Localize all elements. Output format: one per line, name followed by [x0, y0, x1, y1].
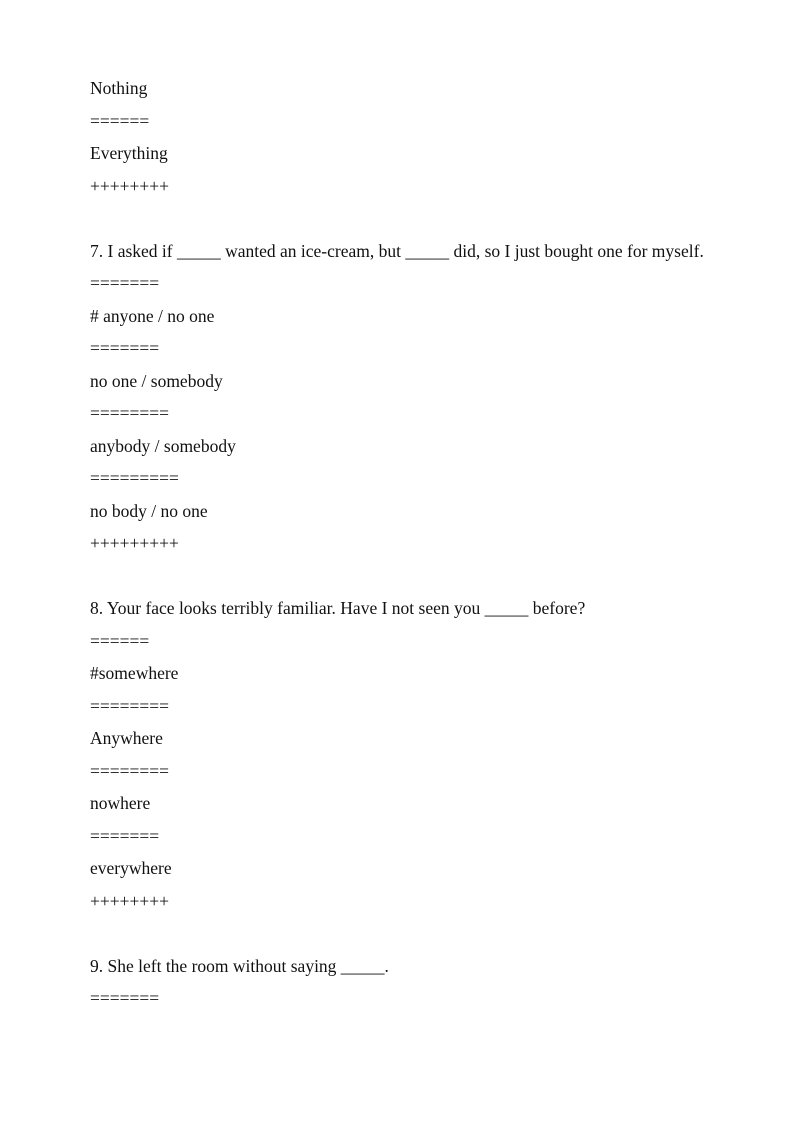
question-end-marker: ++++++++: [90, 890, 169, 911]
spacer: [90, 202, 710, 235]
separator: =======: [90, 988, 160, 1008]
answer-option: Nothing: [90, 78, 148, 98]
document-page: [90, 72, 710, 1015]
question-end-marker: ++++++++: [90, 175, 169, 196]
separator: ======: [90, 110, 150, 131]
separator: ========: [90, 695, 169, 716]
separator: ======: [90, 630, 150, 651]
answer-option: Anywhere: [90, 728, 163, 748]
answer-option: nowhere: [90, 793, 151, 813]
separator: ========: [90, 403, 169, 423]
question-9-text: 9. She left the room without saying _____.: [90, 955, 389, 976]
question-7-text: 7. I asked if _____ wanted an ice-cream, but _____ did, so I just bought one for myself.: [90, 240, 704, 261]
separator: =======: [90, 825, 160, 846]
separator: ========: [90, 760, 169, 781]
answer-option: no body / no one: [90, 500, 208, 521]
separator: =========: [90, 468, 179, 488]
question-8-text: 8. Your face looks terribly familiar. Have I not seen you _____ before?: [90, 598, 586, 618]
answer-option-correct: #somewhere: [90, 663, 179, 683]
answer-option: everywhere: [90, 858, 172, 878]
answer-option: no one / somebody: [90, 370, 223, 391]
separator: =======: [90, 273, 160, 293]
spacer: [90, 560, 710, 593]
spacer: [90, 917, 710, 950]
answer-option: anybody / somebody: [90, 435, 236, 456]
answer-option: Everything: [90, 143, 168, 163]
separator: =======: [90, 338, 160, 358]
answer-option-correct: # anyone / no one: [90, 305, 215, 326]
question-end-marker: +++++++++: [90, 533, 179, 553]
